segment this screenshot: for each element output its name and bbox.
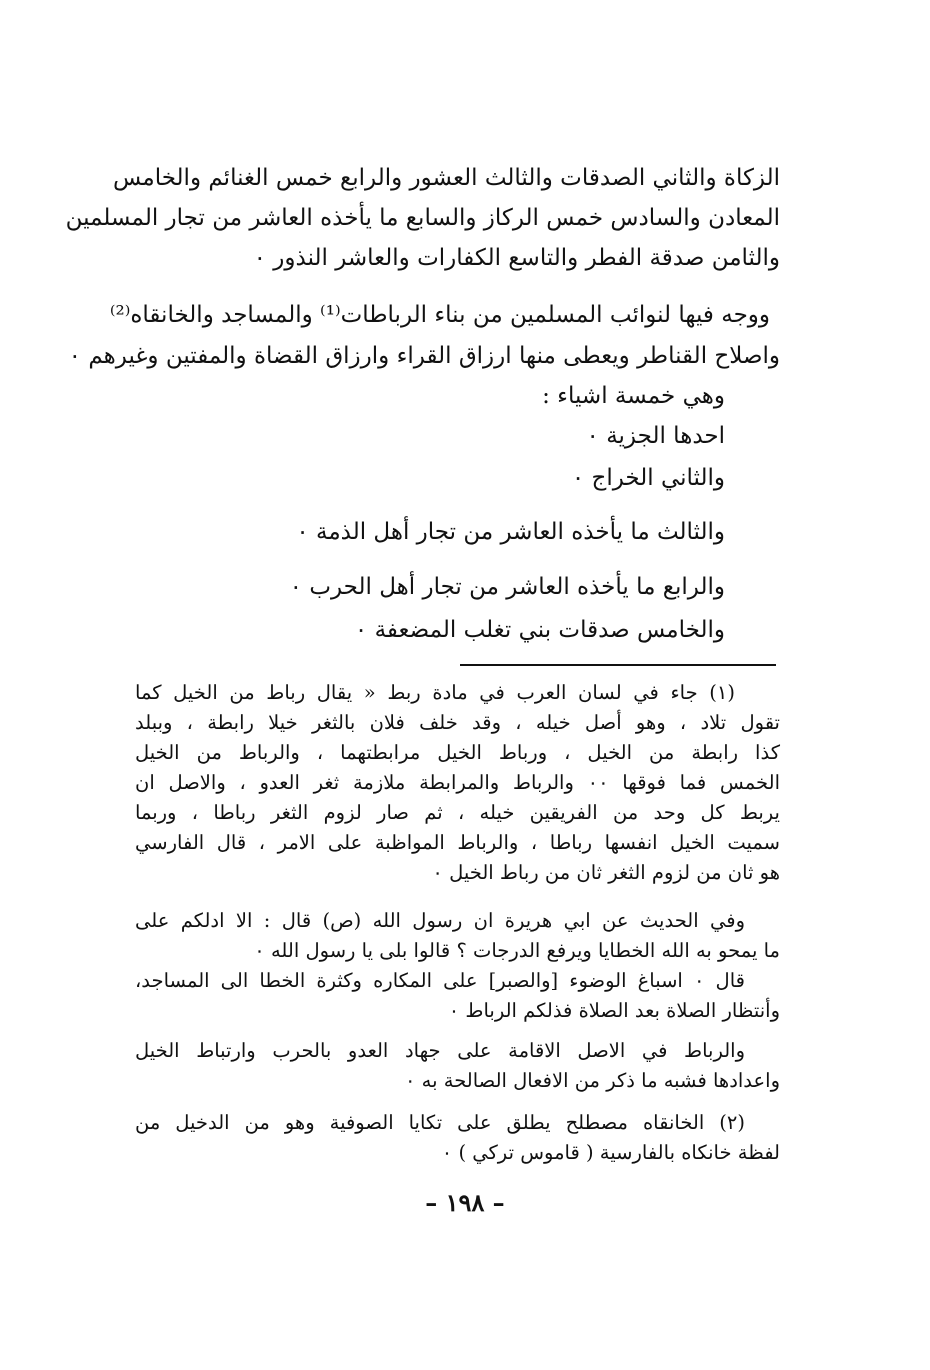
body-line: واصلاح القناطر ويعطى منها ارزاق القراء وارزاق القضاة والمفتين وغيرهم ٠ bbox=[68, 343, 780, 369]
list-intro: وهي خمسة اشياء : bbox=[542, 383, 725, 409]
list-item: والخامس صدقات بني تغلب المضعفة ٠ bbox=[354, 617, 725, 643]
list-item: والثالث ما يأخذه العاشر من تجار أهل الذمة ٠ bbox=[296, 519, 725, 545]
footnote-line: هو ثان من لزوم الثغر ثان من رباط الخيل ٠ bbox=[432, 861, 780, 884]
footnote-line: (١) جاء في لسان العرب في مادة ربط « يقال رباط من الخيل كما bbox=[135, 681, 735, 704]
footnote-line: الخمس فما فوقها ٠٠ والرباط والمرابطة ملازمة ثغر العدو ، والاصل ان bbox=[135, 771, 780, 794]
footnote-line: لفظة خانكاه بالفارسية ( قاموس تركي ) ٠ bbox=[441, 1141, 780, 1164]
footnote-line: كذا رابطة من الخيل ، ورباط الخيل مرابطتهما ، والرباط من الخيل bbox=[135, 741, 780, 764]
footnote-line: وفي الحديث عن ابي هريرة ان رسول الله (ص) قال : الا ادلكم على bbox=[135, 909, 745, 932]
body-line: المعادن والسادس خمس الركاز والسابع ما يأخذه العاشر من تجار المسلمين bbox=[65, 205, 780, 231]
footnote-line: تقول تلاد ، وهو أصل خيله ، وقد خلف فلان بالثغر خيلا رابطة ، وببلد bbox=[135, 711, 780, 734]
footnote-line: وأنتظار الصلاة بعد الصلاة فذلكم الرباط ٠ bbox=[448, 999, 780, 1022]
body-line: الزكاة والثاني الصدقات والثالث العشور والرابع خمس الغنائم والخامس bbox=[113, 165, 780, 191]
footnote-line: واعدادها فشبه ما ذكر من الافعال الصالحة به ٠ bbox=[404, 1069, 780, 1092]
footnote-line: قال ٠ اسباغ الوضوء [والصبر] على المكاره وكثرة الخطا الى المساجد، bbox=[135, 969, 745, 992]
footnote-line: يربط كل وحد من الفريقين خيله ، ثم صار لزوم الثغر رباطا ، وربما bbox=[135, 801, 780, 824]
page-number: – ١٩٨ – bbox=[425, 1188, 505, 1217]
list-item: احدها الجزية ٠ bbox=[586, 423, 725, 449]
footnote-line: ما يمحو به الله الخطايا ويرفع الدرجات ؟ قالوا بلى يا رسول الله ٠ bbox=[254, 939, 780, 962]
list-item: والرابع ما يأخذه العاشر من تجار أهل الحرب ٠ bbox=[289, 574, 725, 600]
footnote-line: (٢) الخانقاه مصطلح يطلق على تكايا الصوفية وهو من الدخيل من bbox=[135, 1111, 745, 1134]
footnote-divider bbox=[460, 664, 776, 666]
body-line: والثامن صدقة الفطر والتاسع الكفارات والعاشر النذور ٠ bbox=[253, 245, 780, 271]
footnote-line: سميت الخيل انفسها رباطا ، والرباط المواظبة على الامر ، قال الفارسي bbox=[135, 831, 780, 854]
body-line: ووجه فيها لنوائب المسلمين من بناء الرباطات⁽¹⁾ والمساجد والخانقاه⁽²⁾ bbox=[109, 302, 770, 328]
footnote-line: والرباط في الاصل الاقامة على جهاد العدو بالحرب وارتباط الخيل bbox=[135, 1039, 745, 1062]
list-item: والثاني الخراج ٠ bbox=[571, 465, 725, 491]
